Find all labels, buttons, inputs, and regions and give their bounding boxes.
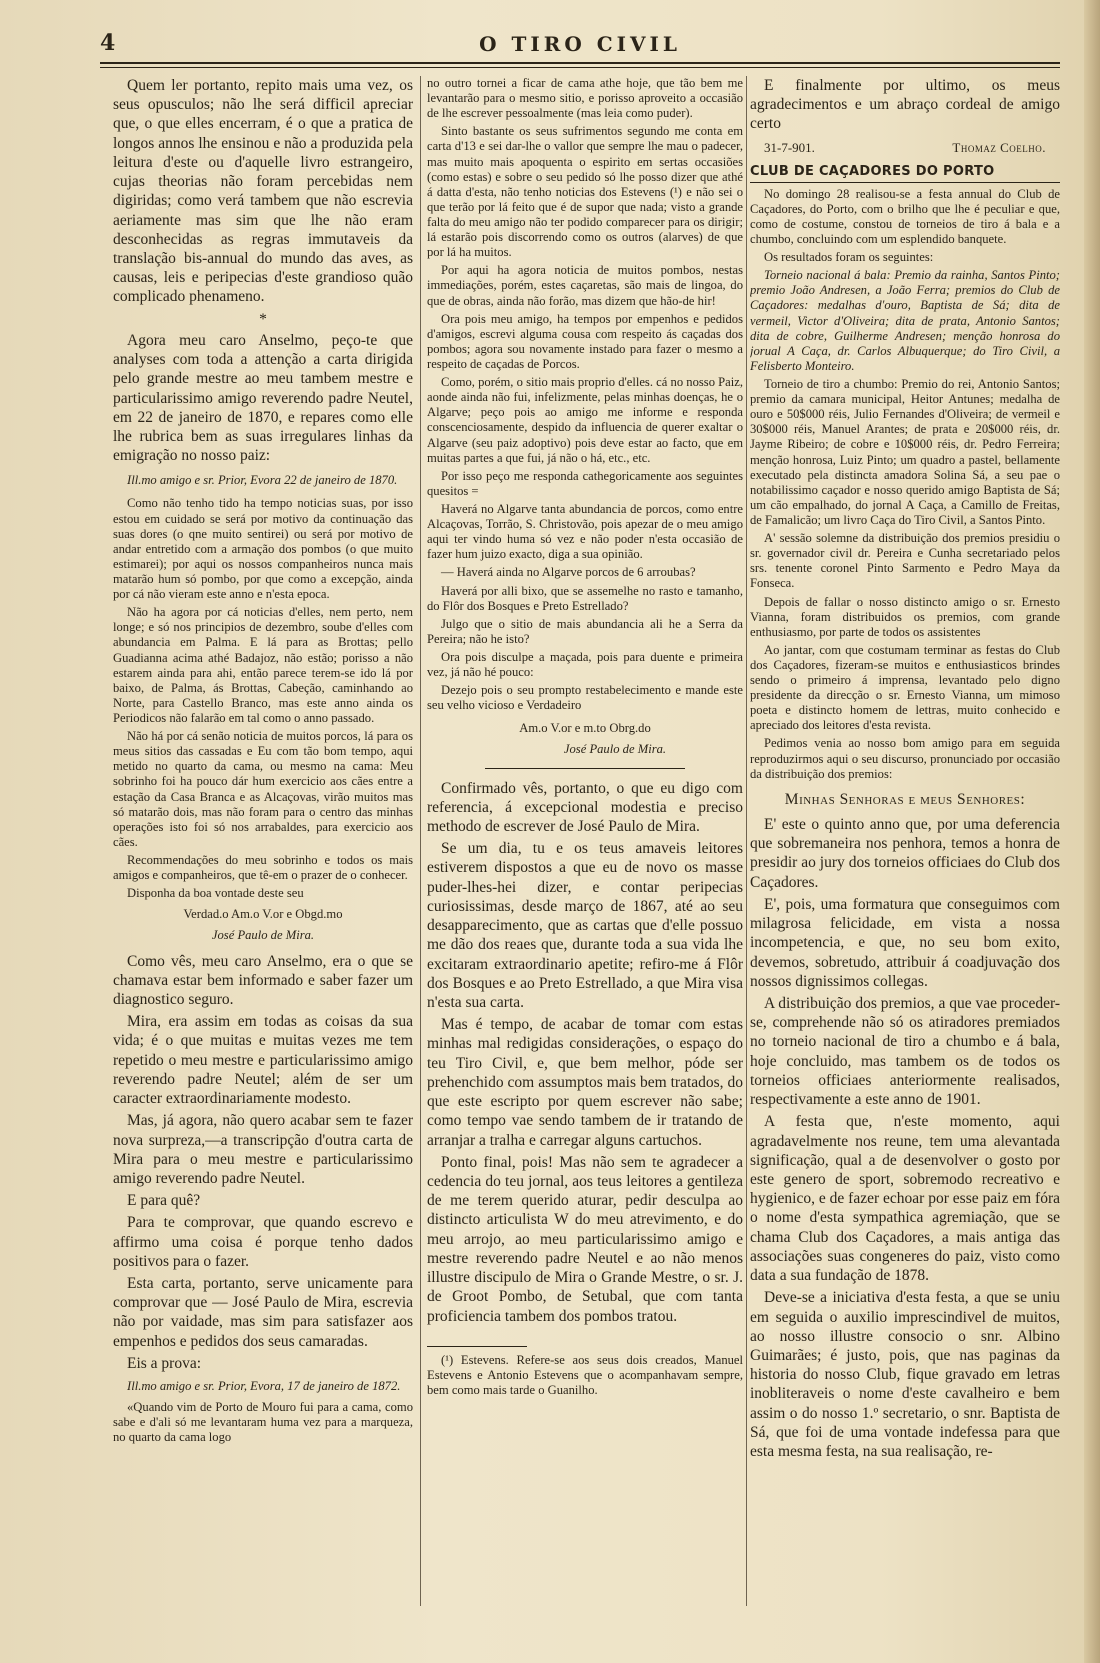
- letter-paragraph: Julgo que o sitio de mais abundancia ali he a Serra da Pereira; não he isto?: [427, 616, 743, 646]
- section-heading: CLUB DE CAÇADORES DO PORTO: [750, 164, 1060, 183]
- results-paragraph: Torneio de tiro a chumbo: Premio do rei, Antonio Santos; premio da camara municipal, Heitor Antunes; medalha de ouro e 50$000 réis, Julio Fernandes d'Oliveira; de vermeil e 30$000 réis, Manuel Arantes; de prata e 20$000 réis, dr. Jayme Ribeiro; de cobre e 10$000 réis, dr. Pedro Ferreira; menção honrosa, Luiz Pinto; um quadro a pastel, bellamente executado pela distincta amadora Solina Sá, a seu pae o notabilissimo caçador e nosso querido amigo Baptista de Sá; um cão empalhado, do jornal A Caça, a Camillo de Freitas, de Famalicão; um livro Caça do Tiro Civil, a Santos Pinto.: [750, 376, 1060, 527]
- letter-paragraph: Haverá por alli bixo, que se assemelhe no rasto e tamanho, do Flôr dos Bosques e Preto Estrellado?: [427, 583, 743, 613]
- letter-paragraph: Por aqui ha agora noticia de muitos pombos, nestas immediações, porém, estes caçaretas, são mais de lingoa, do que de obras, ainda não forão, mas dizem que hão-de hir!: [427, 263, 743, 308]
- section-separator: *: [259, 310, 267, 328]
- paragraph: Para te comprovar, que quando escrevo e affirmo uma coisa é porque tenho dados positivos para o fazer.: [113, 1214, 413, 1270]
- speech-paragraph: A distribuição dos premios, a que vae proceder-se, comprehende não só os atiradores premiados no torneio nacional de tiro a chumbo e á bala, hoje concluido, mas tambem os de todos os torneios officiaes anteriormente realisados, respectivamente a este anno de 1901.: [750, 995, 1060, 1109]
- letter-salutation: Ill.mo amigo e sr. Prior, Evora 22 de janeiro de 1870.: [127, 473, 398, 488]
- letter-paragraph: Como não tenho tido ha tempo noticias suas, por isso estou em cuidado se será por motivo da continuação das suas dores (o qne muito sentirei) ou será por motivo de andar entretido com a armação dos pombos (o que muito estimarei); por aqui os nossos companheiros nunca mais matarão hum só pombo, por que como a excepção, ainda por cá não vieram este anno e n'esta epoca.: [113, 496, 413, 602]
- paragraph: Esta carta, portanto, serve unicamente para comprovar que — José Paulo de Mira, escrevia não por vaidade, mas sim para satisfazer aos empenhos e pedidos dos seus camaradas.: [113, 1275, 413, 1350]
- paragraph: Ponto final, pois! Mas não sem te agradecer a cedencia do teu jornal, aos teus leitores a gentileza de me terem querido aturar, pedir desculpa ao distincto articulista W do meu atrevimento, e do meu arrojo, ao meu particularissimo amigo e mestre reverendo padre Neutel e ao não menos illustre discipulo de Mira o Grande Mestre, o sr. J. de Groot Pombo, de Setubal, que com tanta proficiencia tambem dos pombos tratou.: [427, 1153, 743, 1325]
- header-rule-thin: [100, 67, 1060, 68]
- results-paragraph: Torneio nacional á bala: Premio da rainha, Santos Pinto; premio João Andresen, a João Ferra; premios do Club de Caçadores: medalhas d'ouro, Baptista de Sá; dita de vermeil, Victor d'Oliveira; dita de prata, Antonio Santos; dita de cobre, Guilherme Andresen; menção honrosa do jorual A Caça, dr. Carlos Albuquerque; do Tiro Civil, a Felisberto Monteiro.: [750, 268, 1060, 373]
- speech-paragraph: E' este o quinto anno que, por uma deferencia que sobremaneira nos penhora, temos a honra de presidir ao jury dos torneios officiaes do Club dos Caçadores.: [750, 816, 1060, 891]
- footnote-rule: [427, 1346, 527, 1347]
- paragraph: Eis a prova:: [127, 1354, 202, 1372]
- article-author: Thomaz Coelho.: [952, 139, 1046, 155]
- letter-paragraph: Dezejo pois o seu prompto restabelecimento e mande este seu velho vicioso e Verdadeiro: [427, 683, 743, 713]
- letter-paragraph: Por isso peço me responda cathegoricamente aos seguintes quesitos =: [427, 468, 743, 498]
- letter-paragraph: Disponha da boa vontade deste seu: [127, 886, 304, 901]
- letter-paragraph: Recommendações do meu sobrinho e todos os mais amigos e companheiros, que tê-em o prazer de o conhecer.: [113, 853, 413, 883]
- speech-paragraph: Deve-se a iniciativa d'esta festa, a que se uniu em seguida o auxilio imprescindivel de muitos, ao nosso illustre consocio o snr. Albino Guimarães; é justo, pois, que nas paginas da historia do nosso Club, fique gravado em letras inobliteraveis o nome d'este cavalheiro e bem assim o do nosso 1.º secretario, o snr. Baptista de Sá, que foi de uma vontade indefessa para que esta mesma festa, na sua realisação, re-: [750, 1289, 1060, 1461]
- paragraph: E finalmente por ultimo, os meus agradecimentos e um abraço cordeal de amigo certo: [750, 77, 1060, 133]
- letter-signature: José Paulo de Mira.: [563, 742, 667, 757]
- article-signature-line: [764, 140, 1046, 156]
- paragraph: Mira, era assim em todas as coisas da sua vida; é o que muitas e muitas vezes me tem repetido o meu mestre e particularissimo amigo reverendo padre Neutel; além de ser um caracter extraordinariamente modesto.: [113, 1013, 413, 1108]
- letter-paragraph: Não ha agora por cá noticias d'elles, nem perto, nem longe; e só nos principios de dezembro, soube d'elles com abundancia em Palma. E lá para as Brottas; pello Guadianna acima athé Badajoz, não estão; porisso a não estarem ainda para ahi, então parece terem-se ido lá por baixo, de Palma, ás Brottas, Cabeção, caminhando ao Norte, para Castello Branco, mas este anno ainda os Periodicos não falarão em tal como o anno passado.: [113, 605, 413, 726]
- column-1: [113, 76, 413, 1636]
- paragraph: Agora meu caro Anselmo, peço-te que analyses com toda a attenção a carta dirigida pelo grande mestre ao meu tambem mestre e particularissimo amigo reverendo padre Neutel, em 22 de janeiro de 1870, e repares como elle lhe rubrica bem as suas irregulares linhas da emigração no nosso paiz:: [113, 331, 413, 465]
- news-paragraph: Os resultados foram os seguintes:: [764, 250, 934, 265]
- news-paragraph: Pedimos venia ao nosso bom amigo para em seguida reproduzirmos aqui o seu discurso, pronunciado por occasião da distribuição dos premios:: [750, 736, 1060, 781]
- article-date: 31-7-901.: [764, 139, 815, 155]
- letter-paragraph: — Haverá ainda no Algarve porcos de 6 arroubas?: [441, 565, 696, 580]
- letter-paragraph: Haverá no Algarve tanta abundancia de porcos, como entre Alcaçovas, Torrão, S. Christovão, pois apezar de o meu amigo aqui ter vindo huma só vez e não poder n'esta occasião de fazer hum juizo exacto, diga a sua opinião.: [427, 501, 743, 562]
- letter-paragraph: Não há por cá senão noticia de muitos porcos, lá para os meus sitios das cassadas e Eu com tão bom tempo, aqui metido no quarto da cama, ou mesmo na cama: Meu sobrinho foi ha pouco dár hum exercicio aos cães entre a estação da Casa Branca e as Alcaçovas, virão muitos mas só matarão dois, mas não foram para o centro das minhas operações isto foi só nos arrabaldes, para exercicio aos cães.: [113, 729, 413, 849]
- footnote: (¹) Estevens. Refere-se aos seus dois creados, Manuel Estevens e Antonio Estevens que o acompanhavam sempre, bem como mais tarde o Guanilho.: [427, 1352, 743, 1397]
- news-paragraph: Ao jantar, com que costumam terminar as festas do Club dos Caçadores, fizeram-se muitos e enthusiasticos brindes sendo o primeiro á imprensa, levantado pelo digno presidente da direcção o sr. Ernesto Vianna, um mimoso poeta e distincto homem de lettras, muito conhecido e apreciado dos leitores d'esta revista.: [750, 642, 1060, 733]
- paragraph: E para quê?: [127, 1192, 201, 1210]
- paragraph: Mas, já agora, não quero acabar sem te fazer nova surpreza,—a transcripção d'outra carta de Mira para o meu mestre e particularissimo amigo reverendo padre Neutel.: [113, 1112, 413, 1187]
- news-paragraph: A' sessão solemne da distribuição dos premios presidiu o sr. governador civil dr. Pereira e Cunha secretariado pelos srs. tenente coronel Pinto Sarmento e Pedro Maya da Fonseca.: [750, 531, 1060, 591]
- letter-paragraph: Como, porém, o sitio mais proprio d'elles. cá no nosso Paiz, aonde ainda não fui, infelizmente, pelas minhas doenças, he o Algarve; peço pois ao amigo me informe e responda conscenciosamente, despido da influencia de querer exaltar o Algarve (seu paiz adoptivo) pois deve estar ao facto, que em muitas partes a que fui, já não o há, etc., etc.: [427, 375, 743, 465]
- letter-paragraph: Ora pois disculpe a maçada, pois para duente e primeira vez, já não hé pouco:: [427, 649, 743, 680]
- letter-paragraph: Ora pois meu amigo, ha tempos por empenhos e pedidos d'amigos, escrevi alguma cousa com respeito ás caçadas dos pombos; agora sou novamente instado para fazer o mesmo a respeito de caçadas de Porcos.: [427, 311, 743, 371]
- column-2: [427, 76, 743, 1636]
- letter-paragraph: Sinto bastante os seus sufrimentos segundo me conta em carta d'13 e sei dar-lhe o vallor que sempre lhe mau o padecer, mas muito mais apoquenta o espirito em sertas occasiões (como estas) e sobre o seu pedido só lhe posso dizer que athé á datta d'esta, não tenho noticias dos Estevens (¹) e não sei o que terão por lá feito que é de supor que nada; visto a grande falta do meu amigo não ter podido comparecer para os dirigir; lá estarão pois discorrendo como os outros (alarves) de que por lá ha muitos.: [427, 124, 743, 260]
- paragraph: Quem ler portanto, repito mais uma vez, os seus opusculos; não lhe será difficil apreciar que, o que elles encerram, é o que a pratica de longos annos lhe ensinou e não a produzida pela leitura d'este ou d'aquelle livro estrangeiro, cujas theorias não foram percebidas nem digiridas; como verá tambem que não escrevia aeriamente mas sim que lhe não eram desconhecidas as regras immutaveis da translação bis-annual do mundo das aves, as causas, leis e peripecias d'este grandioso quão complicado phenameno.: [113, 77, 413, 306]
- column-divider: [420, 76, 421, 1606]
- column-3: [750, 76, 1060, 1636]
- masthead: O TIRO CIVIL: [479, 32, 681, 56]
- letter-paragraph: «Quando vim de Porto de Mouro fui para a cama, como sabe e d'ali só me levantaram huma vez para a marqueza, no quarto da cama logo: [113, 1400, 413, 1445]
- letter-salutation: Ill.mo amigo e sr. Prior, Evora, 17 de janeiro de 1872.: [127, 1379, 401, 1394]
- news-paragraph: Depois de fallar o nosso distincto amigo o sr. Ernesto Vianna, foram distribuidos os premios, com grande enthusiasmo, por parte de todos os assistentes: [750, 594, 1060, 639]
- news-paragraph: No domingo 28 realisou-se a festa annual do Club de Caçadores, do Porto, com o brilho que lhe é peculiar e que, como de costume, constou de torneios de tiro á bala e a chumbo, concluindo com um esplendido banquete.: [750, 186, 1060, 246]
- page-binding-edge: [1084, 0, 1100, 1663]
- letter-closing: Am.o V.or e m.to Obrg.do: [519, 721, 651, 736]
- separator: [485, 768, 685, 769]
- speech-heading: Minhas Senhoras e meus Senhores:: [784, 790, 1026, 808]
- page-header: [100, 28, 1060, 56]
- paragraph: Como vês, meu caro Anselmo, era o que se chamava estar bem informado e saber fazer um diagnostico seguro.: [113, 952, 413, 1008]
- header-rule-thick: [100, 62, 1060, 64]
- speech-paragraph: E', pois, uma formatura que conseguimos com milagrosa felicidade, em vista a nossa incompetencia, e que, no seu bom exito, devemos, sobretudo, attribuir á coadjuvação dos nossos dignissimos collegas.: [750, 895, 1060, 990]
- letter-closing: Verdad.o Am.o V.or e Obgd.mo: [183, 907, 343, 922]
- speech-paragraph: A festa que, n'este momento, aqui agradavelmente nos reune, tem uma alevantada significação, qual a de desenvolver o gosto por este genero de sport, sobremodo recreativo e hygienico, e de fazer echoar por esse paiz em fóra o nome d'esta sympathica agremiação, que se chama Club dos Caçadores, a mais antiga das associações suas congeneres do paiz, visto como data a sua fundação de 1878.: [750, 1113, 1060, 1285]
- paragraph: Se um dia, tu e os teus amaveis leitores estiverem dispostos a que eu de novo os masse puder-lhes-hei dizer, e contar peripecias curiosissimas, desde março de 1867, até ao seu desapparecimento, que as cartas que d'elle possuo me dão dos reaes que, durante toda a sua vida lhe excitaram extraordinario apetite; refiro-me á Flôr dos Bosques e ao Preto Estrellado, a que Mira visa n'esta sua carta.: [427, 840, 743, 1011]
- paragraph: Confirmado vês, portanto, o que eu digo com referencia, á excepcional modestia e preciso methodo de escrever de José Paulo de Mira.: [427, 779, 743, 836]
- column-divider: [746, 76, 747, 1606]
- page-number: 4: [100, 30, 116, 56]
- paragraph: Mas é tempo, de acabar de tomar com estas minhas mal redigidas considerações, o espaço do teu Tiro Civil, e, que bem melhor, póde ser prehenchido com assumptos mais bem tratados, do que este escripto por quem escrever não sabe; como tempo vae sendo tambem de ir tratando de arranjar a tralha e carregar alguns cartuchos.: [427, 1016, 743, 1149]
- letter-paragraph: no outro tornei a ficar de cama athe hoje, que tão bem me levantarão para o mesmo sitio, e porisso aproveito a occasião de lhe escrever pessoalmente (mas leia como puder).: [427, 76, 743, 121]
- letter-signature: José Paulo de Mira.: [211, 928, 315, 943]
